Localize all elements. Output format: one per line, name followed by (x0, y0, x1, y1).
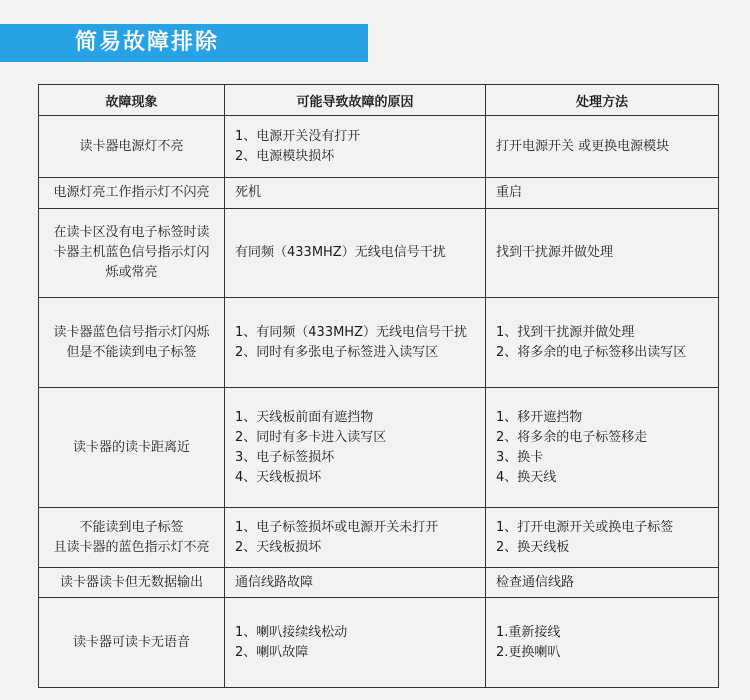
cause-cell (225, 598, 486, 688)
symptom-text: 烁或常亮 (105, 265, 158, 280)
cause-text: 通信线路故障 (235, 574, 314, 590)
symptom-text: 在读卡区没有电子标签时读 (53, 225, 210, 240)
cause-text: 死机 (235, 185, 262, 200)
symptom-text: 读卡器可读卡无语音 (72, 634, 190, 650)
cause-cell (225, 116, 486, 178)
solution-cell (486, 298, 719, 388)
symptom-text: 读卡器蓝色信号指示灯闪烁 (53, 324, 210, 340)
symptom-text: 且读卡器的蓝色指示灯不亮 (53, 539, 210, 555)
table-row (39, 508, 719, 568)
symptom-cell (39, 116, 225, 178)
solution-cell (486, 508, 719, 568)
solution-text: 2、将多余的电子标签移出读写区 (496, 344, 687, 360)
solution-text: 找到干扰源并做处理 (496, 245, 614, 260)
symptom-text: 不能读到电子标签 (79, 519, 184, 535)
symptom-cell (39, 508, 225, 568)
symptom-cell (39, 298, 225, 388)
cause-text: 1、喇叭接续线松动 (235, 624, 348, 640)
solution-text: 2、换天线板 (496, 539, 570, 555)
symptom-text: 读卡器电源灯不亮 (79, 138, 184, 154)
solution-text: 2.更换喇叭 (496, 644, 561, 660)
symptom-cell (39, 568, 225, 598)
table-row (39, 568, 719, 598)
symptom-text: 电源灯亮工作指示灯不闪亮 (53, 185, 210, 200)
solution-text: 1、移开遮挡物 (496, 409, 583, 425)
cause-text: 2、电源模块损坏 (235, 148, 335, 164)
table-row (39, 298, 719, 388)
cause-cell (225, 508, 486, 568)
solution-cell (486, 209, 719, 298)
header-solution: 处理方法 (486, 85, 719, 116)
cause-text: 3、电子标签损坏 (235, 449, 335, 465)
symptom-text: 读卡器的读卡距离近 (72, 439, 190, 455)
cause-text: 4、天线板损坏 (235, 469, 322, 485)
solution-text: 4、换天线 (496, 469, 557, 485)
solution-text: 检查通信线路 (496, 574, 575, 590)
table-row (39, 388, 719, 508)
cause-text: 1、有同频（433MHZ）无线电信号干扰 (235, 324, 467, 340)
cause-text: 2、同时有多卡进入读写区 (235, 429, 387, 445)
cause-text: 1、电子标签损坏或电源开关未打开 (235, 519, 439, 535)
solution-text: 打开电源开关 或更换电源模块 (496, 138, 670, 154)
cause-text: 2、同时有多张电子标签进入读写区 (235, 344, 439, 360)
header-symptom: 故障现象 (39, 85, 225, 116)
symptom-text: 卡器主机蓝色信号指示灯闪 (53, 245, 210, 260)
page-title: 简易故障排除 (75, 30, 220, 55)
solution-cell (486, 116, 719, 178)
cause-cell (225, 178, 486, 209)
solution-cell (486, 388, 719, 508)
troubleshooting-table (38, 84, 719, 688)
solution-text: 1、找到干扰源并做处理 (496, 324, 635, 340)
solution-text: 2、将多余的电子标签移走 (496, 429, 648, 445)
solution-text: 1、打开电源开关或换电子标签 (496, 519, 674, 535)
symptom-text: 但是不能读到电子标签 (66, 344, 197, 360)
cause-cell (225, 209, 486, 298)
solution-text: 1.重新接线 (496, 624, 561, 640)
cause-text: 2、天线板损坏 (235, 539, 322, 555)
table-row (39, 116, 719, 178)
symptom-cell (39, 209, 225, 298)
solution-cell (486, 178, 719, 209)
table-row (39, 178, 719, 209)
header-cause: 可能导致故障的原因 (225, 85, 486, 116)
symptom-cell (39, 598, 225, 688)
solution-cell (486, 598, 719, 688)
cause-text: 有同频（433MHZ）无线电信号干扰 (235, 245, 446, 260)
symptom-text: 读卡器读卡但无数据输出 (59, 574, 203, 590)
cause-text: 1、电源开关没有打开 (235, 128, 361, 144)
solution-text: 3、换卡 (496, 449, 544, 465)
cause-text: 2、喇叭故障 (235, 644, 309, 660)
solution-cell (486, 568, 719, 598)
cause-cell (225, 388, 486, 508)
cause-cell (225, 298, 486, 388)
title-banner (0, 24, 368, 62)
symptom-cell (39, 178, 225, 209)
table-header-row (39, 85, 719, 116)
solution-text: 重启 (496, 185, 523, 200)
symptom-cell (39, 388, 225, 508)
table-row (39, 209, 719, 298)
table-row (39, 598, 719, 688)
cause-cell (225, 568, 486, 598)
cause-text: 1、天线板前面有遮挡物 (235, 409, 374, 425)
